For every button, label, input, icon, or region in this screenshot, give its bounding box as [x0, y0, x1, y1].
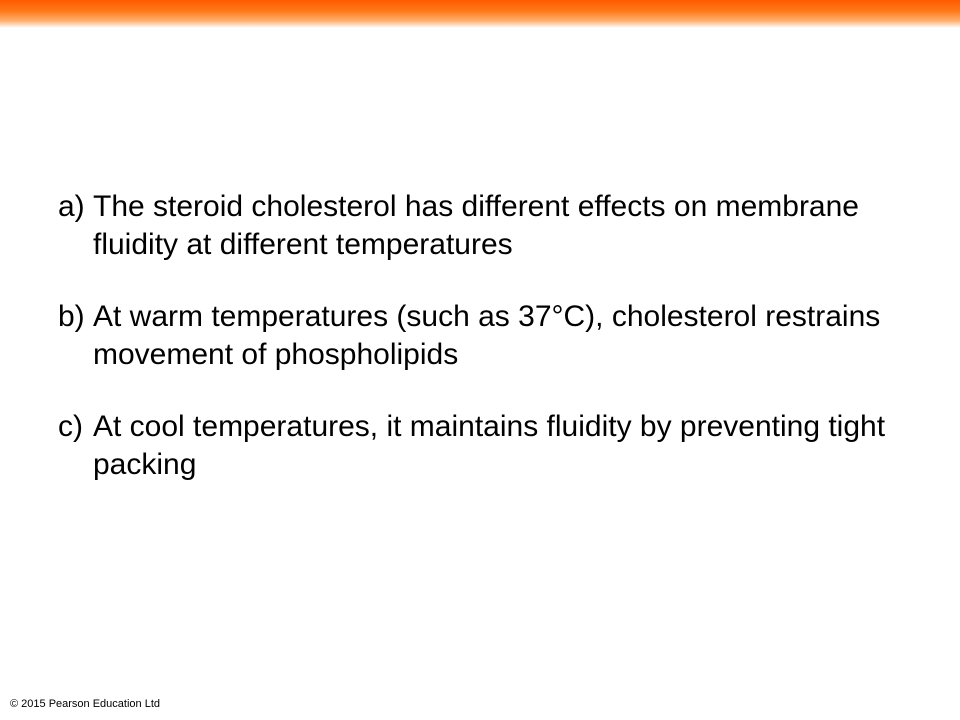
- bullet-item-b: [58, 298, 918, 374]
- copyright-notice: © 2015 Pearson Education Ltd: [10, 698, 160, 710]
- bullet-marker: b): [58, 300, 85, 333]
- bullet-text: The steroid cholesterol has different effects on membrane fluidity at different temperatures: [93, 190, 859, 261]
- bullet-text: At cool temperatures, it maintains fluidity by preventing tight packing: [93, 410, 886, 481]
- bullet-marker: a): [58, 190, 85, 223]
- bullet-item-c: [58, 408, 918, 484]
- bullet-list: [58, 188, 918, 518]
- bullet-marker: c): [58, 410, 83, 443]
- bullet-item-a: [58, 188, 918, 264]
- bullet-text: At warm temperatures (such as 37°C), cholesterol restrains movement of phospholipids: [93, 300, 881, 371]
- top-accent-bar: [0, 0, 960, 28]
